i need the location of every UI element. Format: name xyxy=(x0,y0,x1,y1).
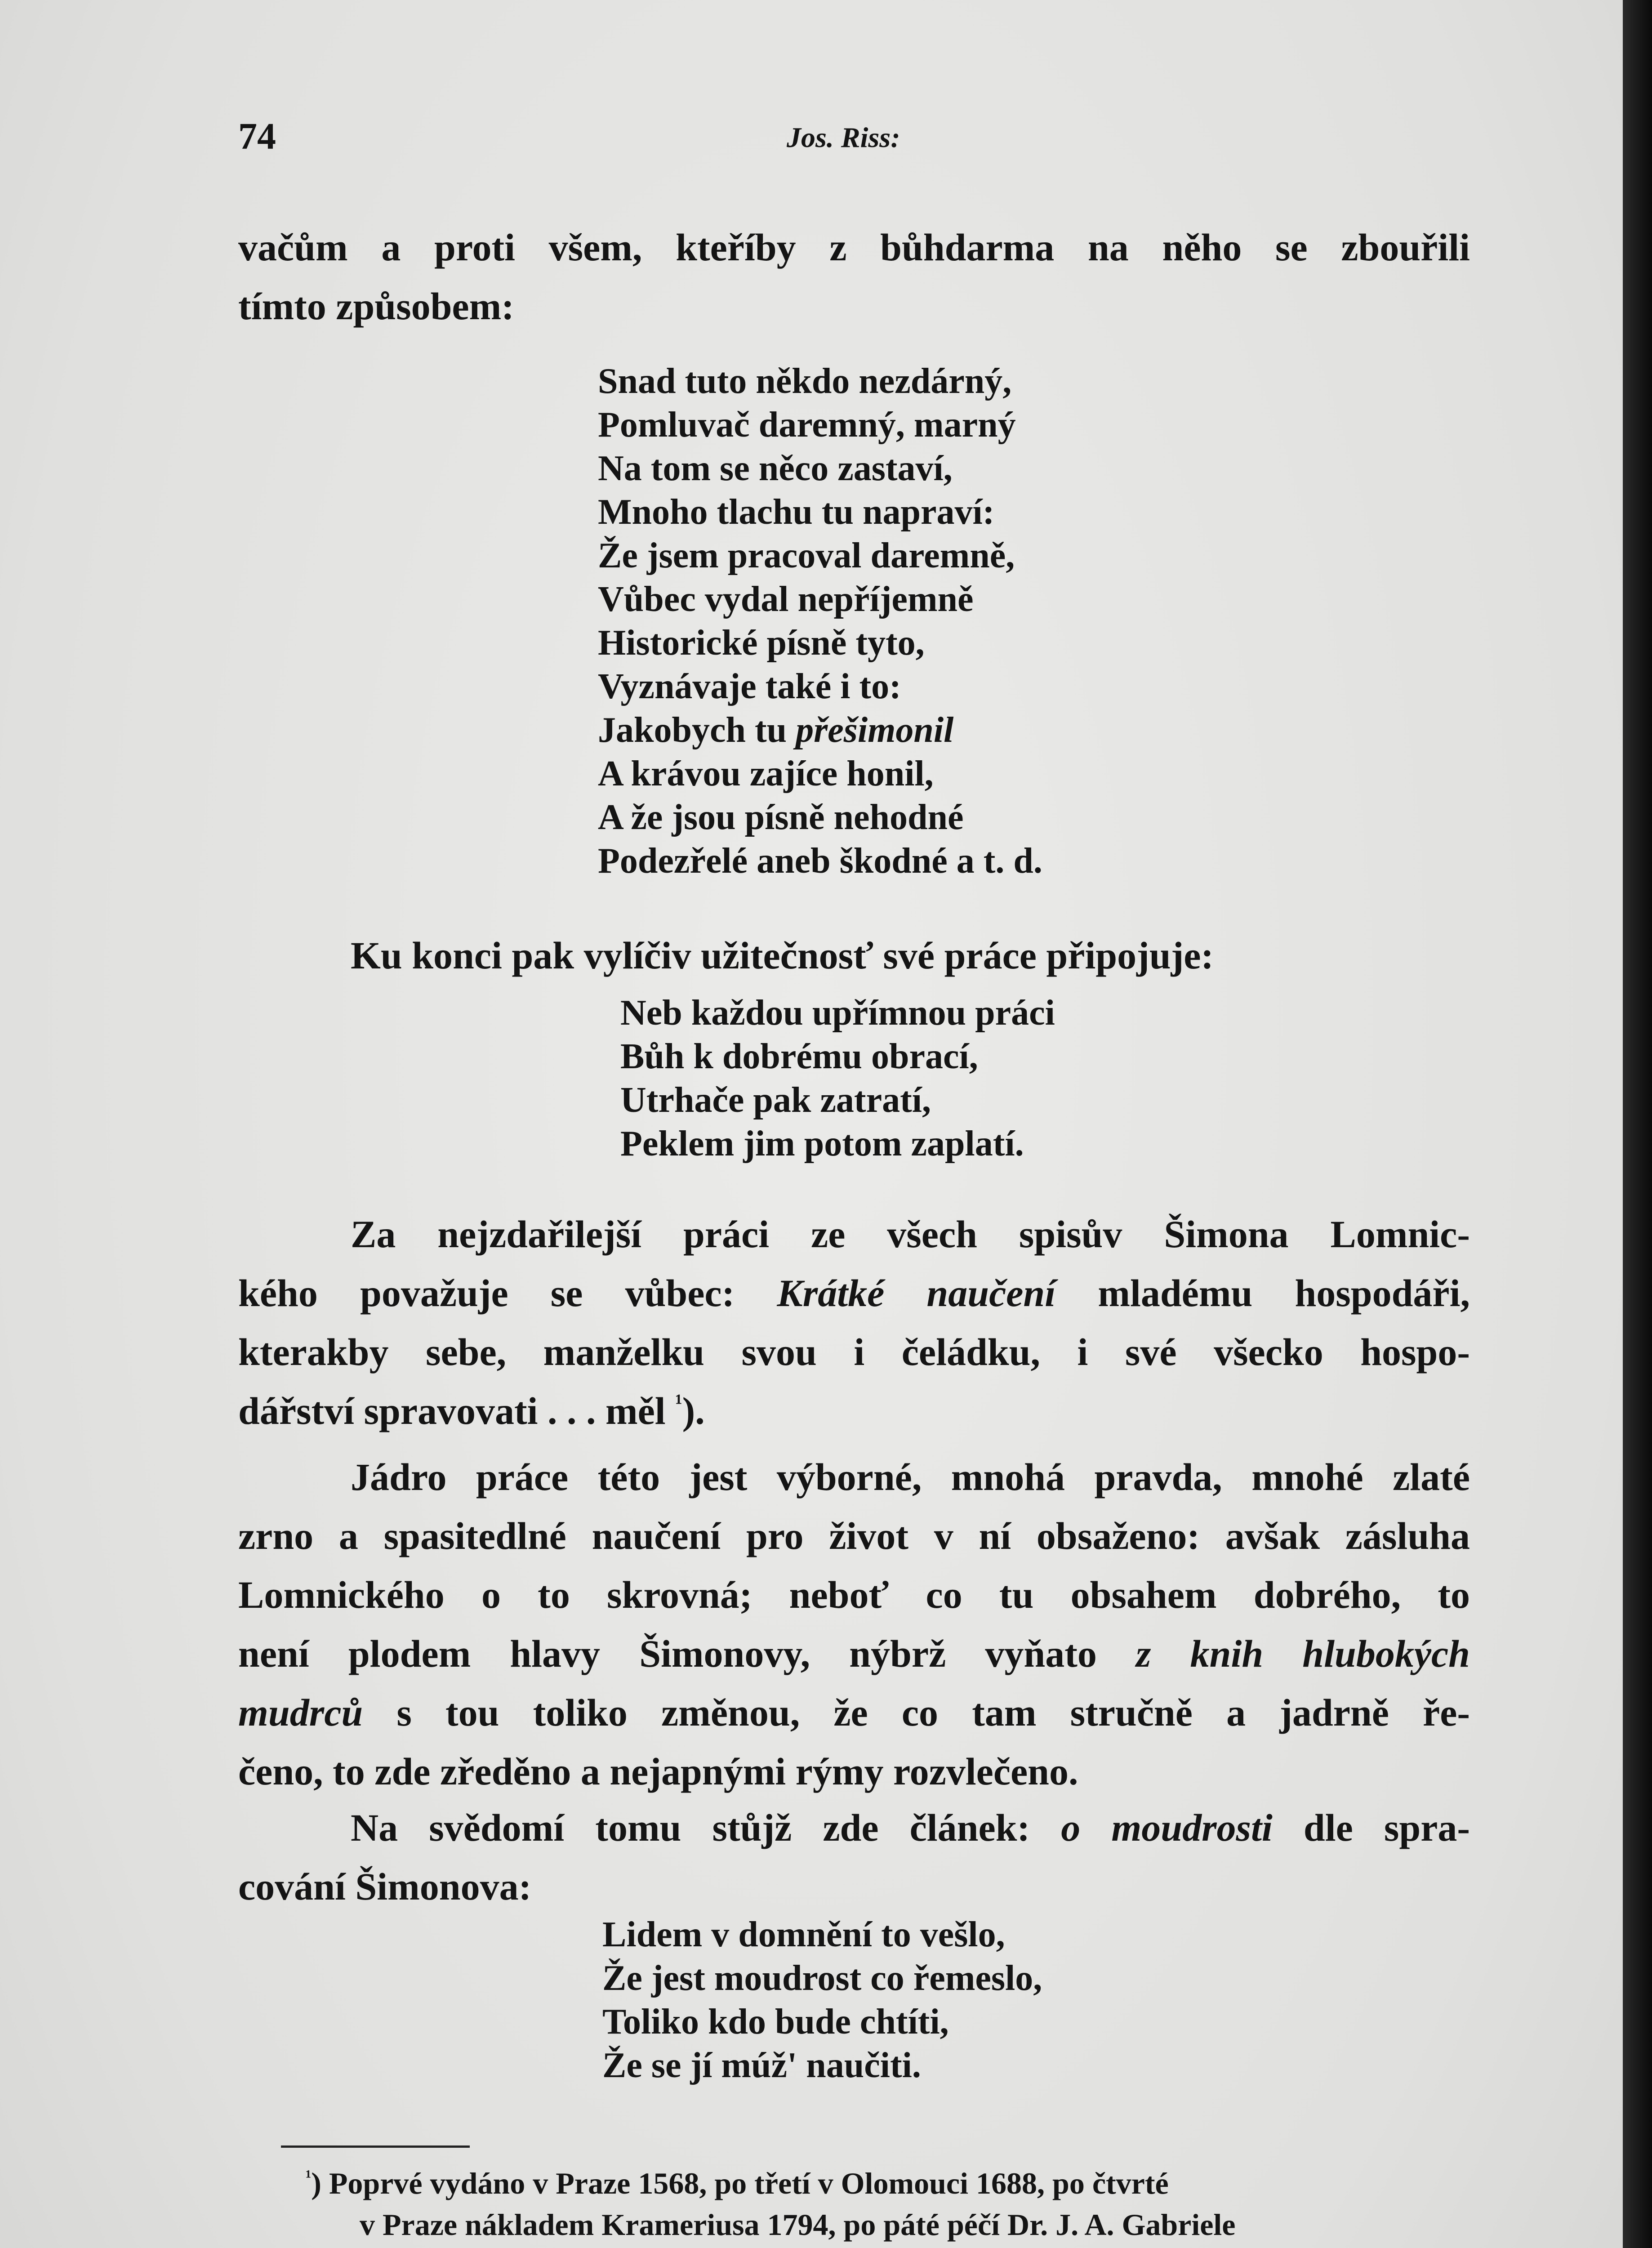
footnote-divider xyxy=(281,2145,470,2148)
text-span: dle spra- xyxy=(1303,1806,1470,1849)
paragraph-4 xyxy=(238,1448,1470,1801)
page-header xyxy=(238,115,1452,164)
verse-text: Jakobych tu xyxy=(598,710,787,750)
verse-line xyxy=(598,709,1042,752)
verse-line: Podezřelé aneb škodné a t. d. xyxy=(598,841,1042,881)
italic-phrase: mudrců xyxy=(238,1691,363,1734)
text-line: Ku konci pak vylíčiv užitečnosť své práce připojuje: xyxy=(351,934,1214,977)
text-line: tímto způsobem: xyxy=(238,285,514,328)
paragraph-2 xyxy=(238,926,1470,985)
verse-line: Vyznávaje také i to: xyxy=(598,667,901,706)
paragraph-3 xyxy=(238,1205,1470,1441)
text-line xyxy=(238,1264,1470,1323)
text-span: Na svědomí tomu stůjž zde článek: xyxy=(351,1806,1030,1849)
verse-line: A krávou zajíce honil, xyxy=(598,754,934,794)
running-head: Jos. Riss: xyxy=(787,121,900,153)
page-number: 74 xyxy=(238,116,276,157)
verse-block-3 xyxy=(602,1913,1042,2087)
verse-line: Vůbec vydal nepříjemně xyxy=(598,580,974,619)
text-line: vačům a proti všem, kteříby z bůhdarma na něho se zbouřili xyxy=(238,226,1470,269)
text-line: čeno, to zde zředěno a nejapnými rýmy rozvlečeno. xyxy=(238,1750,1078,1793)
text-span: ) Poprvé vydáno v Praze 1568, po třetí v Olomouci 1688, po čtvrté xyxy=(311,2166,1169,2200)
text-line: cování Šimonova: xyxy=(238,1865,532,1908)
verse-line: Lidem v domnění to vešlo, xyxy=(602,1915,1005,1954)
text-span: není plodem hlavy Šimonovy, nýbrž vyňato xyxy=(238,1632,1097,1675)
italic-title: Krátké naučení xyxy=(777,1271,1056,1315)
footnote-ref: ¹ xyxy=(675,1390,682,1416)
footnote-line: v Praze nákladem Krameriusa 1794, po páté péčí Dr. J. A. Gabriele xyxy=(360,2208,1236,2242)
footnote xyxy=(306,2163,1470,2248)
text-line xyxy=(238,1683,1470,1742)
verse-line: Neb každou upřímnou práci xyxy=(620,993,1055,1033)
verse-line: Utrhače pak zatratí, xyxy=(620,1080,931,1120)
italic-title: o moudrosti xyxy=(1061,1806,1273,1849)
text-line: Lomnického o to skrovná; neboť co tu obsahem dobrého, to xyxy=(238,1573,1470,1616)
verse-line: Mnoho tlachu tu napraví: xyxy=(598,492,995,532)
verse-line: Toliko kdo bude chtíti, xyxy=(602,2002,949,2042)
text-line: kterakby sebe, manželku svou i čeládku, i své všecko hospo- xyxy=(238,1330,1470,1374)
text-line: Jádro práce této jest výborné, mnohá pravda, mnohé zlaté xyxy=(351,1455,1470,1499)
verse-line: Že jsem pracoval daremně, xyxy=(598,536,1015,575)
footnote-marker: ¹ xyxy=(306,2166,312,2187)
verse-line: Že jest moudrost co řemeslo, xyxy=(602,1958,1042,1998)
verse-line: Že se jí múž' naučiti. xyxy=(602,2046,921,2085)
footnote-line xyxy=(306,2163,1470,2204)
footnote-line xyxy=(306,2245,1470,2248)
verse-line: Pomluvač daremný, marný xyxy=(598,405,1016,445)
verse-line: Snad tuto někdo nezdárný, xyxy=(598,361,1012,401)
verse-line: Historické písně tyto, xyxy=(598,623,925,663)
verse-block-2 xyxy=(620,991,1055,1166)
text-line: zrno a spasitedlné naučení pro život v ní obsaženo: avšak zásluha xyxy=(238,1514,1470,1557)
text-span: mladému hospodáři, xyxy=(1098,1271,1470,1315)
text-span: ). xyxy=(682,1389,705,1432)
text-line xyxy=(238,1624,1470,1683)
text-line xyxy=(238,1798,1470,1857)
book-spine-shadow xyxy=(1623,0,1652,2248)
text-span: dářství spravovati . . . měl xyxy=(238,1389,666,1432)
verse-line: A že jsou písně nehodné xyxy=(598,798,964,837)
verse-line: Na tom se něco zastaví, xyxy=(598,449,953,488)
text-line xyxy=(238,1382,1470,1441)
verse-line: Peklem jim potom zaplatí. xyxy=(620,1124,1024,1164)
text-line: Za nejzdařilejší práci ze všech spisův Šimona Lomnic- xyxy=(351,1213,1470,1256)
italic-phrase: z knih hlubokých xyxy=(1136,1632,1470,1675)
text-span: kého považuje se vůbec: xyxy=(238,1271,735,1315)
italic-term: přešimonil xyxy=(796,710,954,750)
verse-block-1 xyxy=(598,360,1042,883)
verse-line: Bůh k dobrému obrací, xyxy=(620,1037,978,1076)
main-text xyxy=(238,218,1470,336)
text-span: s tou toliko změnou, že co tam stručně a jadrně ře- xyxy=(396,1691,1470,1734)
paragraph-5 xyxy=(238,1798,1470,1916)
